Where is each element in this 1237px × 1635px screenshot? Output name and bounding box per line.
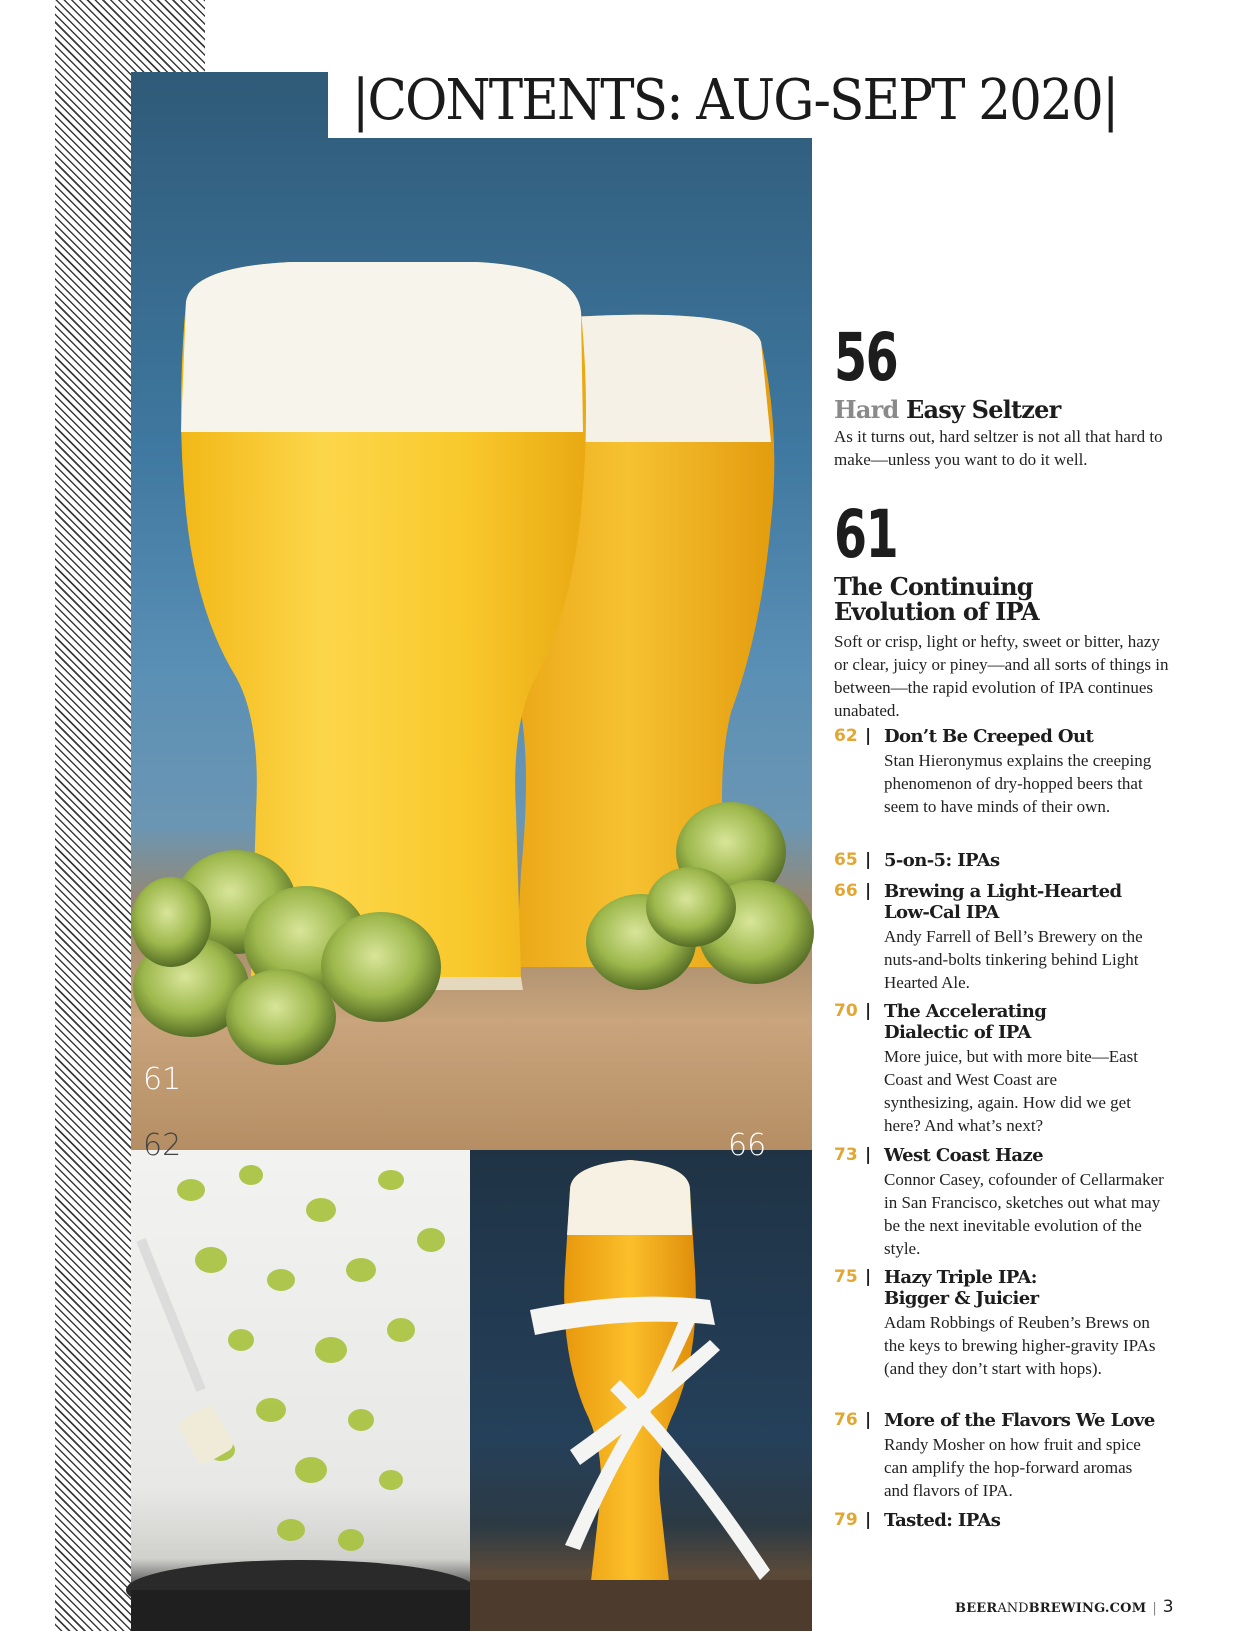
entry-description: Connor Casey, cofounder of Cellarmaker in San Francisco, sketches out what may be the next inevitable evolution of the style. — [884, 1170, 1164, 1258]
entry-title: Tasted: IPAs — [884, 1510, 1001, 1531]
entry-description: Andy Farrell of Bell’s Brewery on the nuts-and-bolts tinkering behind Light Hearted Ale. — [884, 927, 1143, 992]
feature-page-number: 61 — [834, 496, 898, 573]
entry-separator: | — [865, 1510, 872, 1530]
footer-site-bold: BEER — [955, 1601, 998, 1616]
entry-title: Brewing a Light-Hearted Low-Cal IPA — [884, 881, 1122, 923]
entry-title: More of the Flavors We Love — [884, 1410, 1155, 1431]
page-title: |CONTENTS: AUG-SEPT 2020| — [352, 68, 1118, 133]
entry-page-number: 73 — [834, 1145, 858, 1165]
entry-title: Hazy Triple IPA: Bigger & Juicier — [884, 1267, 1039, 1309]
feature-description: As it turns out, hard seltzer is not all that hard to make—unless you want to do it well. — [834, 427, 1163, 469]
footer — [955, 1597, 1174, 1617]
footer-site-bold: BREWING.COM — [1028, 1601, 1147, 1616]
feature-title-gray: Hard — [834, 395, 899, 424]
footer-page-number: 3 — [1162, 1597, 1174, 1617]
toc-entry-75[interactable] — [834, 1267, 1174, 1380]
entry-page-number: 65 — [834, 850, 858, 870]
footer-separator: | — [1152, 1601, 1157, 1616]
photo-page-label: 61 — [143, 1062, 182, 1097]
falling-hops-illustration — [131, 1150, 470, 1631]
toc-entry-70[interactable] — [834, 1001, 1174, 1137]
toc-entry-65[interactable] — [834, 850, 1174, 871]
entry-page-number: 79 — [834, 1510, 858, 1530]
entry-title: Don’t Be Creeped Out — [884, 726, 1094, 747]
entry-separator: | — [865, 726, 872, 746]
feature-page-number: 56 — [834, 319, 898, 396]
entry-page-number: 75 — [834, 1267, 858, 1287]
footer-site-light: AND — [997, 1601, 1029, 1616]
entry-title: The Accelerating Dialectic of IPA — [884, 1001, 1047, 1043]
feature-description: Soft or crisp, light or hefty, sweet or bitter, hazy or clear, juicy or piney—and all sorts of things in between—the rapid evolution of IPA continues unabated. — [834, 632, 1169, 720]
entry-separator: | — [865, 1001, 872, 1021]
photo-ipa-glasses — [131, 72, 812, 1150]
toc-entry-62[interactable] — [834, 726, 1174, 818]
feature-61-desc-box — [834, 627, 1174, 722]
feature-56[interactable] — [834, 319, 1174, 471]
entry-separator: | — [865, 1267, 872, 1287]
photo-page-label: 62 — [143, 1128, 182, 1163]
entry-title: 5-on-5: IPAs — [884, 850, 1000, 871]
toc-entry-79[interactable] — [834, 1510, 1174, 1531]
feature-title-dark: Easy Seltzer — [906, 395, 1061, 424]
entry-separator: | — [865, 1145, 872, 1165]
feature-61[interactable] — [834, 496, 1074, 626]
feature-title: The Continuing Evolution of IPA — [834, 572, 1039, 626]
toc-entry-66[interactable] — [834, 881, 1174, 994]
photo-low-cal-ipa — [470, 1128, 812, 1631]
entry-page-number: 70 — [834, 1001, 858, 1021]
entry-description: Randy Mosher on how fruit and spice can amplify the hop-forward aromas and flavors of IPA. — [884, 1435, 1141, 1500]
measured-glass-illustration — [470, 1150, 812, 1631]
entry-description: More juice, but with more bite—East Coast and West Coast are synthesizing, again. How did we get here? And what’s next? — [884, 1047, 1138, 1135]
entry-title: West Coast Haze — [884, 1145, 1043, 1166]
entry-separator: | — [865, 1410, 872, 1430]
entry-page-number: 66 — [834, 881, 858, 901]
ipa-glasses-illustration — [131, 72, 812, 1150]
photo-page-label: 66 — [728, 1128, 767, 1163]
entry-separator: | — [865, 850, 872, 870]
feature-title — [834, 397, 1174, 422]
photo-dry-hopping — [131, 1128, 470, 1631]
entry-description: Stan Hieronymus explains the creeping phenomenon of dry-hopped beers that seem to have minds of their own. — [884, 751, 1152, 816]
entry-page-number: 76 — [834, 1410, 858, 1430]
entry-page-number: 62 — [834, 726, 858, 746]
entry-separator: | — [865, 881, 872, 901]
toc-entry-76[interactable] — [834, 1410, 1174, 1502]
toc-entry-73[interactable] — [834, 1145, 1174, 1260]
entry-description: Adam Robbings of Reuben’s Brews on the keys to brewing higher-gravity IPAs (and they don’t start with hops). — [884, 1313, 1156, 1378]
